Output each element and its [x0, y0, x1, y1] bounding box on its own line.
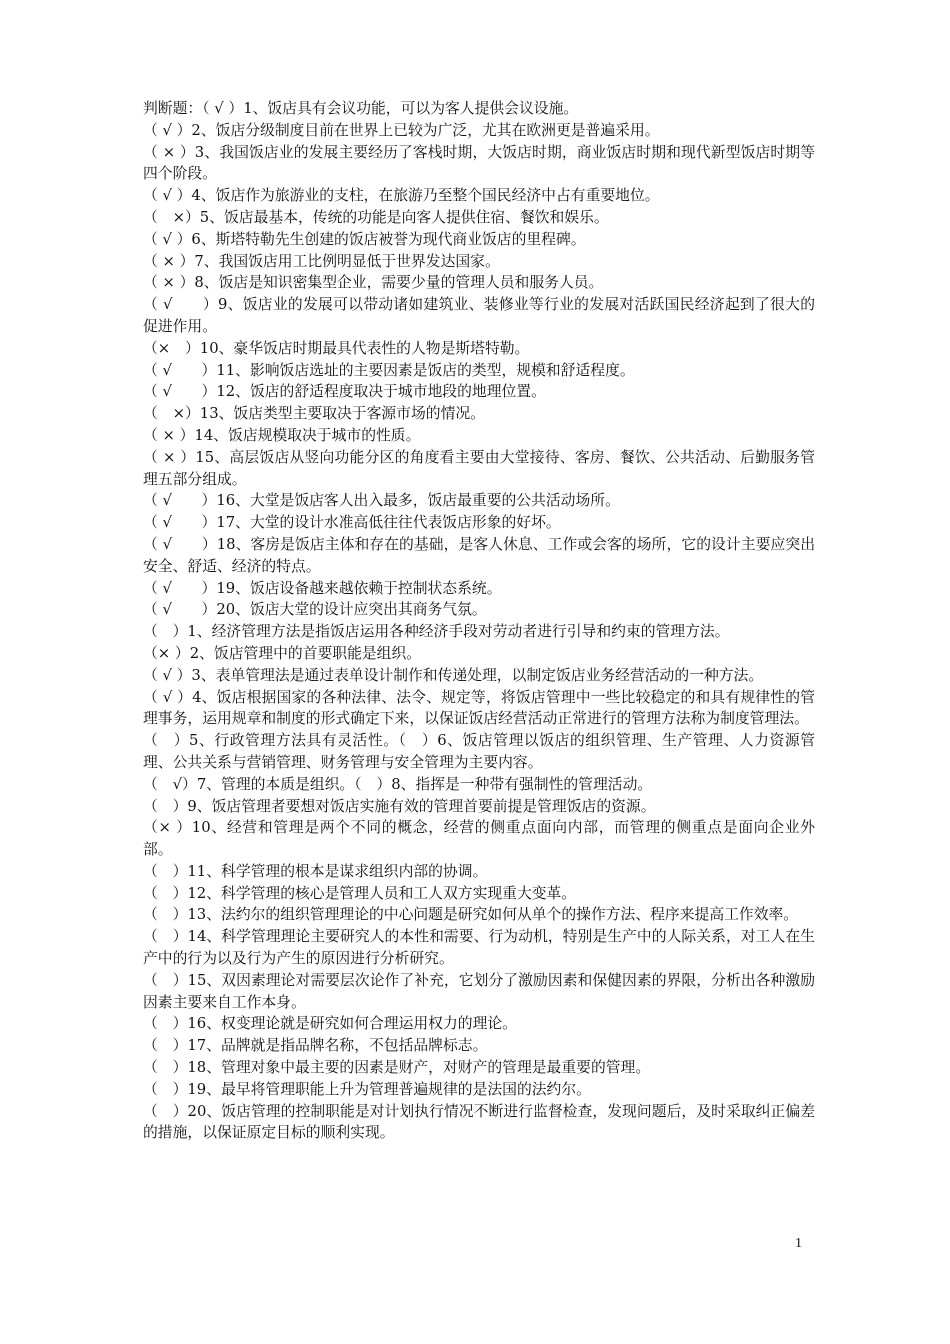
question-line: （ ）16、权变理论就是研究如何合理运用权力的理论。	[143, 1015, 517, 1033]
question-line: （ √）7、管理的本质是组织。（ ）8、指挥是一种带有强制性的管理活动。	[143, 775, 653, 793]
question-line: （ × ）14、饭店规模取决于城市的性质。	[143, 426, 421, 444]
question-line: （ √ ）4、饭店作为旅游业的支柱，在旅游乃至整个国民经济中占有重要地位。	[143, 187, 660, 205]
question-line: （ √ ）17、大堂的设计水准高低往往代表饭店形象的好坏。	[143, 514, 561, 532]
question-line: （× ）10、经营和管理是两个不同的概念，经营的侧重点面向内部，而管理的侧重点是面向企业外部。	[143, 819, 815, 859]
question-line: （ ）12、科学管理的核心是管理人员和工人双方实现重大变革。	[143, 884, 577, 902]
question-line: （ × ）8、饭店是知识密集型企业，需要少量的管理人员和服务人员。	[143, 274, 604, 292]
question-line: （ ×）5、饭店最基本，传统的功能是向客人提供住宿、餐饮和娱乐。	[143, 208, 609, 226]
question-line: （ √ ）3、表单管理法是通过表单设计制作和传递处理，以制定饭店业务经营活动的一种方法。	[143, 666, 764, 684]
question-line: （ ）14、科学管理理论主要研究人的本性和需要、行为动机，特别是生产中的人际关系，对工人在生产中的行为以及行为产生的原因进行分析研究。	[143, 928, 815, 968]
question-line: （ ）17、品牌就是指品牌名称，不包括品牌标志。	[143, 1037, 488, 1055]
question-line: （ ×）13、饭店类型主要取决于客源市场的情况。	[143, 405, 485, 423]
question-line: （ √ ）6、斯塔特勒先生创建的饭店被誉为现代商业饭店的里程碑。	[143, 230, 586, 248]
question-line: （× ）2、饭店管理中的首要职能是组织。	[143, 644, 422, 662]
question-line: （ × ）15、高层饭店从竖向功能分区的角度看主要由大堂接待、客房、餐饮、公共活动、后勤服务管理五部分组成。	[143, 448, 815, 488]
question-line: （ √ ）4、饭店根据国家的各种法律、法令、规定等，将饭店管理中一些比较稳定的和具有规律性的管理事务，运用规章和制度的形式确定下来，以保证饭店经营活动正常进行的管理方法称为制度管理法。	[143, 688, 815, 728]
question-line: （ ）9、饭店管理者要想对饭店实施有效的管理首要前提是管理饭店的资源。	[143, 797, 656, 815]
question-line: （ × ）7、我国饭店用工比例明显低于世界发达国家。	[143, 252, 500, 270]
question-line: （ √ ）12、饭店的舒适程度取决于城市地段的地理位置。	[143, 383, 546, 401]
question-line: （ √ ）19、饭店设备越来越依赖于控制状态系统。	[143, 579, 502, 597]
question-line: （ ）19、最早将管理职能上升为管理普遍规律的是法国的法约尔。	[143, 1080, 591, 1098]
page-number: 1	[795, 1236, 802, 1251]
question-line: （ ）1、经济管理方法是指饭店运用各种经济手段对劳动者进行引导和约束的管理方法。	[143, 623, 730, 641]
question-line: （ √ ）18、客房是饭店主体和存在的基础，是客人休息、工作或会客的场所，它的设计主要应突出安全、舒适、经济的特点。	[143, 535, 815, 575]
question-line: （ √ ）20、饭店大堂的设计应突出其商务气氛。	[143, 601, 487, 619]
question-line: （× ）10、豪华饭店时期最具代表性的人物是斯塔特勒。	[143, 339, 530, 357]
question-line: （ ）15、双因素理论对需要层次论作了补充，它划分了激励因素和保健因素的界限，分析出各种激励因素主要来自工作本身。	[143, 971, 815, 1011]
question-line: （ √ ）2、饭店分级制度目前在世界上已较为广泛，尤其在欧洲更是普遍采用。	[143, 121, 660, 139]
question-line: （ ）13、法约尔的组织管理理论的中心问题是研究如何从单个的操作方法、程序来提高工作效率。	[143, 906, 799, 924]
document-body	[143, 98, 815, 1144]
question-line: （ ）20、饭店管理的控制职能是对计划执行情况不断进行监督检查，发现问题后，及时采取纠正偏差的措施，以保证原定目标的顺利实现。	[143, 1102, 815, 1142]
question-line: （ ）5、行政管理方法具有灵活性。（ ）6、饭店管理以饭店的组织管理、生产管理、人力资源管理、公共关系与营销管理、财务管理与安全管理为主要内容。	[143, 732, 815, 771]
question-line: （ √ ）11、影响饭店选址的主要因素是饭店的类型，规模和舒适程度。	[143, 361, 635, 379]
question-line: （ √ ）16、大堂是饭店客人出入最多，饭店最重要的公共活动场所。	[143, 492, 620, 510]
question-line: 判断题：（ √ ）1、饭店具有会议功能，可以为客人提供会议设施。	[143, 100, 579, 117]
question-line: （ ）18、管理对象中最主要的因素是财产，对财产的管理是最重要的管理。	[143, 1059, 651, 1077]
question-line: （ ）11、科学管理的根本是谋求组织内部的协调。	[143, 862, 488, 880]
question-line: （ √ ）9、饭店业的发展可以带动诸如建筑业、装修业等行业的发展对活跃国民经济起到了很大的促进作用。	[143, 296, 815, 335]
question-line: （ × ）3、我国饭店业的发展主要经历了客栈时期，大饭店时期，商业饭店时期和现代新型饭店时期等四个阶段。	[143, 143, 815, 183]
